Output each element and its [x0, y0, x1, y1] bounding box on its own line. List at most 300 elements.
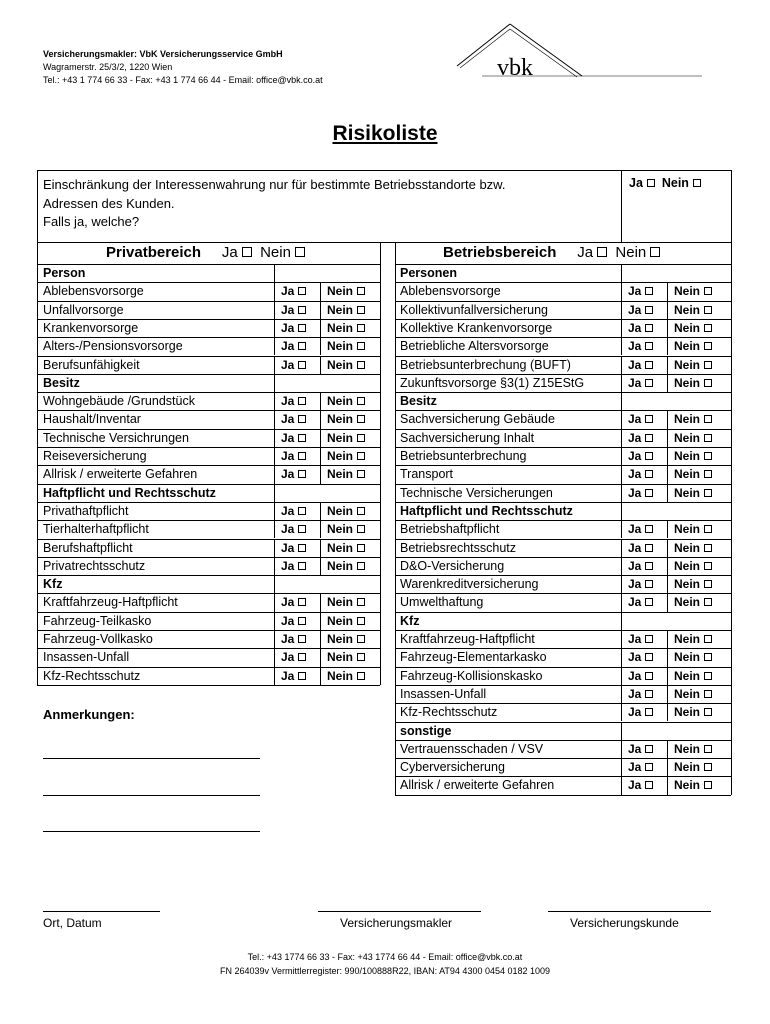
nein-option [327, 392, 365, 410]
ja-checkbox[interactable] [298, 324, 306, 332]
nein-label: Nein [327, 449, 354, 463]
left-cell-divider [320, 301, 321, 319]
right-cell-divider [667, 465, 668, 483]
nein-checkbox[interactable] [704, 544, 712, 552]
nein-checkbox[interactable] [357, 342, 365, 350]
ja-label: Ja [281, 467, 295, 482]
ja-label: Ja [281, 394, 295, 409]
place-date-label: Ort, Datum [43, 916, 102, 930]
nein-checkbox[interactable] [704, 763, 712, 771]
ja-checkbox[interactable] [645, 580, 653, 588]
left-cell-divider [274, 465, 275, 483]
right-cell-divider [667, 630, 668, 648]
broker-signature-line[interactable] [318, 911, 481, 912]
ja-option [628, 282, 653, 300]
right-cell-divider [667, 520, 668, 538]
ja-label: Ja [628, 760, 642, 775]
risk-item-label: Cyberversicherung [400, 760, 505, 775]
ja-label: Ja [281, 284, 295, 299]
remarks-line-2[interactable] [43, 795, 260, 796]
betriebsbereich-title: Betriebsbereich [443, 244, 557, 261]
risk-item-label: Insassen-Unfall [400, 686, 487, 701]
nein-label: Nein [327, 613, 354, 628]
ja-option [281, 465, 306, 483]
ja-checkbox[interactable] [645, 708, 653, 716]
nein-option [674, 319, 712, 337]
nein-label: Nein [674, 741, 701, 756]
right-cell-divider [667, 758, 668, 776]
ja-checkbox[interactable] [645, 342, 653, 350]
nein-checkbox[interactable] [704, 415, 712, 423]
nein-option [674, 557, 712, 575]
left-cell-divider [320, 392, 321, 410]
ja-label: Ja [281, 357, 295, 372]
ja-checkbox[interactable] [298, 544, 306, 552]
right-cell-divider [621, 575, 622, 593]
letterhead [43, 48, 323, 87]
right-cell-divider [667, 740, 668, 758]
risk-item-label: Betriebliche Altersvorsorge [400, 339, 549, 354]
right-cell-divider [667, 374, 668, 392]
right-cell-divider [667, 319, 668, 337]
ja-checkbox[interactable] [298, 470, 306, 478]
nein-checkbox[interactable] [357, 324, 365, 332]
right-cell-divider [621, 557, 622, 575]
nein-checkbox[interactable] [357, 397, 365, 405]
right-cell-divider [621, 740, 622, 758]
right-cell-divider [667, 557, 668, 575]
nein-checkbox[interactable] [357, 525, 365, 533]
left-cell-divider [320, 337, 321, 355]
right-cell-divider [621, 612, 622, 630]
nein-option [674, 410, 712, 428]
nein-checkbox[interactable] [357, 434, 365, 442]
ja-checkbox[interactable] [645, 287, 653, 295]
group-heading: Kfz [43, 577, 63, 592]
risk-item-label: Betriebshaftpflicht [400, 522, 500, 537]
nein-option [674, 374, 712, 392]
nein-label: Nein [674, 449, 701, 463]
left-cell-divider [274, 502, 275, 520]
nein-checkbox[interactable] [704, 434, 712, 442]
ja-checkbox[interactable] [298, 507, 306, 515]
intro-box-divider [621, 170, 622, 242]
ja-option [281, 356, 306, 374]
ja-label: Ja [628, 430, 642, 445]
ja-checkbox[interactable] [645, 361, 653, 369]
nein-checkbox[interactable] [704, 672, 712, 680]
nein-label: Nein [327, 284, 354, 299]
ja-checkbox[interactable] [645, 562, 653, 570]
nein-checkbox[interactable] [704, 781, 712, 789]
group-heading: Personen [400, 266, 457, 280]
ja-checkbox[interactable] [298, 361, 306, 369]
company-address: Wagramerstr. 25/3/2, 1220 Wien [43, 62, 173, 72]
right-cell-divider [621, 484, 622, 502]
ja-checkbox[interactable] [645, 324, 653, 332]
ja-option [628, 356, 653, 374]
privatbereich-title: Privatbereich [106, 244, 202, 261]
nein-checkbox[interactable] [704, 306, 712, 314]
right-left-border [395, 242, 396, 795]
right-cell-divider [667, 301, 668, 319]
ja-option [281, 301, 306, 319]
risk-item-label: Betriebsunterbrechung (BUFT) [400, 357, 571, 372]
left-cell-divider [274, 392, 275, 410]
restriction-nein-checkbox[interactable] [693, 179, 701, 187]
ja-checkbox[interactable] [645, 379, 653, 387]
right-cell-divider [621, 374, 622, 392]
restriction-ja-label: Ja [629, 176, 643, 190]
nein-label: Nein [674, 522, 701, 537]
risk-item-label: Technische Versicherungen [400, 485, 553, 500]
nein-checkbox[interactable] [357, 287, 365, 295]
left-cell-divider [320, 429, 321, 447]
nein-checkbox[interactable] [357, 617, 365, 625]
risk-item-label: Kfz-Rechtsschutz [400, 705, 498, 720]
right-cell-divider [621, 502, 622, 520]
ja-label: Ja [628, 577, 642, 592]
ja-checkbox[interactable] [298, 598, 306, 606]
nein-option [674, 758, 712, 776]
ja-option [281, 648, 306, 666]
ja-checkbox[interactable] [298, 397, 306, 405]
nein-checkbox[interactable] [704, 598, 712, 606]
risk-item-label: Krankenvorsorge [43, 320, 139, 335]
right-cell-divider [621, 282, 622, 300]
nein-option [674, 465, 712, 483]
ja-label: Ja [628, 320, 642, 335]
nein-option [674, 520, 712, 538]
nein-checkbox[interactable] [704, 653, 712, 661]
left-left-border [37, 242, 38, 685]
nein-checkbox[interactable] [357, 672, 365, 680]
ja-label: Ja [281, 650, 295, 665]
left-cell-divider [320, 539, 321, 557]
nein-checkbox[interactable] [704, 525, 712, 533]
left-cell-divider [274, 337, 275, 355]
nein-checkbox[interactable] [704, 324, 712, 332]
group-heading: sonstige [400, 723, 452, 738]
betriebsbereich-nein-label: Nein [615, 244, 647, 261]
nein-label: Nein [327, 668, 354, 683]
betriebsbereich-heading [443, 244, 660, 261]
ja-checkbox[interactable] [645, 781, 653, 789]
ja-option [628, 758, 653, 776]
nein-checkbox[interactable] [357, 415, 365, 423]
nein-option [327, 319, 365, 337]
nein-checkbox[interactable] [704, 635, 712, 643]
right-heading-top [395, 242, 731, 243]
nein-label: Nein [674, 577, 701, 592]
ja-option [628, 740, 653, 758]
right-cell-divider [621, 301, 622, 319]
ja-label: Ja [628, 449, 642, 463]
restriction-question [43, 176, 613, 232]
ja-label: Ja [281, 613, 295, 628]
nein-checkbox[interactable] [704, 745, 712, 753]
risk-item-label: Betriebsunterbrechung [400, 449, 527, 463]
ja-checkbox[interactable] [645, 598, 653, 606]
nein-checkbox[interactable] [704, 379, 712, 387]
ja-checkbox[interactable] [298, 434, 306, 442]
ja-option [628, 520, 653, 538]
ja-checkbox[interactable] [298, 617, 306, 625]
nein-checkbox[interactable] [704, 452, 712, 460]
ja-label: Ja [628, 632, 642, 646]
ja-checkbox[interactable] [298, 452, 306, 460]
nein-label: Nein [674, 650, 701, 665]
left-cell-divider [320, 282, 321, 300]
ja-checkbox[interactable] [298, 306, 306, 314]
place-date-line[interactable] [43, 911, 160, 912]
right-cell-divider [667, 685, 668, 703]
ja-option [281, 557, 306, 575]
ja-option [281, 337, 306, 355]
ja-checkbox[interactable] [645, 635, 653, 643]
left-cell-divider [320, 502, 321, 520]
ja-label: Ja [281, 595, 295, 610]
ja-checkbox[interactable] [298, 415, 306, 423]
betriebsbereich-ja-checkbox[interactable] [597, 247, 607, 257]
nein-checkbox[interactable] [704, 489, 712, 497]
nein-label: Nein [674, 668, 701, 683]
ja-checkbox[interactable] [645, 544, 653, 552]
nein-checkbox[interactable] [357, 562, 365, 570]
right-cell-divider [667, 410, 668, 428]
ja-checkbox[interactable] [298, 635, 306, 643]
risk-item-label: Betriebsrechtsschutz [400, 540, 517, 555]
right-cell-divider [621, 429, 622, 447]
ja-label: Ja [628, 302, 642, 317]
right-cell-divider [621, 758, 622, 776]
ja-label: Ja [628, 778, 642, 793]
nein-label: Nein [327, 467, 354, 482]
nein-label: Nein [674, 357, 701, 372]
ja-checkbox[interactable] [645, 415, 653, 423]
right-cell-divider [667, 447, 668, 465]
nein-checkbox[interactable] [357, 635, 365, 643]
right-cell-divider [667, 667, 668, 685]
ja-label: Ja [628, 339, 642, 354]
ja-option [628, 776, 653, 794]
ja-checkbox[interactable] [645, 672, 653, 680]
risk-item-label: Warenkreditversicherung [400, 577, 539, 592]
left-cell-divider [274, 374, 275, 392]
ja-checkbox[interactable] [298, 672, 306, 680]
nein-option [327, 429, 365, 447]
nein-label: Nein [674, 705, 701, 720]
ja-option [628, 410, 653, 428]
nein-label: Nein [327, 430, 354, 445]
betriebsbereich-nein-checkbox[interactable] [650, 247, 660, 257]
nein-checkbox[interactable] [704, 287, 712, 295]
left-cell-divider [320, 447, 321, 465]
risk-item-label: Fahrzeug-Teilkasko [43, 613, 152, 628]
ja-label: Ja [628, 741, 642, 756]
left-cell-divider [274, 264, 275, 282]
nein-checkbox[interactable] [357, 653, 365, 661]
nein-label: Nein [674, 760, 701, 775]
remarks-line-1[interactable] [43, 758, 260, 759]
risk-item-label: Reiseversicherung [43, 449, 147, 463]
ja-checkbox[interactable] [645, 763, 653, 771]
nein-label: Nein [674, 320, 701, 335]
risk-item-label: Ablebensvorsorge [43, 284, 144, 299]
right-cell-divider [667, 593, 668, 611]
risk-item-label: Tierhalterhaftpflicht [43, 522, 149, 537]
risk-item-label: Insassen-Unfall [43, 650, 130, 665]
nein-checkbox[interactable] [357, 452, 365, 460]
left-right-border [380, 242, 381, 685]
right-cell-divider [621, 264, 622, 282]
ja-label: Ja [281, 668, 295, 683]
company-name: Versicherungsmakler: VbK Versicherungsservice GmbH [43, 49, 283, 59]
nein-option [327, 539, 365, 557]
group-heading: Haftpflicht und Rechtsschutz [43, 485, 216, 500]
group-heading: Haftpflicht und Rechtsschutz [400, 503, 573, 518]
nein-checkbox[interactable] [357, 507, 365, 515]
nein-option [674, 667, 712, 685]
ja-option [281, 612, 306, 630]
nein-checkbox[interactable] [704, 361, 712, 369]
risk-item-label: D&O-Versicherung [400, 558, 505, 573]
svg-text:vbk: vbk [497, 55, 533, 81]
restriction-line-1: Einschränkung der Interessenwahrung nur für bestimmte Betriebsstandorte bzw. [43, 177, 506, 192]
ja-label: Ja [281, 430, 295, 445]
broker-label: Versicherungsmakler [340, 916, 453, 930]
ja-option [281, 502, 306, 520]
nein-label: Nein [327, 339, 354, 354]
left-cell-divider [320, 520, 321, 538]
ja-label: Ja [281, 503, 295, 518]
privatbereich-nein-checkbox[interactable] [295, 247, 305, 257]
restriction-nein-label: Nein [661, 176, 689, 190]
nein-option [674, 429, 712, 447]
ja-checkbox[interactable] [645, 525, 653, 533]
ja-option [281, 630, 306, 648]
left-cell-divider [274, 539, 275, 557]
risk-item-label: Transport [400, 467, 454, 482]
ja-checkbox[interactable] [298, 287, 306, 295]
ja-checkbox[interactable] [645, 745, 653, 753]
nein-checkbox[interactable] [704, 342, 712, 350]
customer-label: Versicherungskunde [570, 916, 679, 930]
nein-label: Nein [674, 430, 701, 445]
ja-option [628, 575, 653, 593]
ja-checkbox[interactable] [645, 489, 653, 497]
restriction-ja-checkbox[interactable] [647, 179, 655, 187]
risk-item-label: Vertrauensschaden / VSV [400, 741, 544, 756]
ja-checkbox[interactable] [298, 653, 306, 661]
nein-option [674, 282, 712, 300]
right-row-line [395, 612, 731, 613]
ja-option [628, 337, 653, 355]
nein-checkbox[interactable] [704, 690, 712, 698]
nein-option [674, 776, 712, 794]
customer-signature-line[interactable] [548, 911, 711, 912]
remarks-line-3[interactable] [43, 831, 260, 832]
nein-checkbox[interactable] [357, 544, 365, 552]
nein-checkbox[interactable] [704, 708, 712, 716]
ja-checkbox[interactable] [645, 470, 653, 478]
right-right-border [731, 242, 732, 795]
nein-label: Nein [327, 503, 354, 518]
ja-checkbox[interactable] [645, 452, 653, 460]
ja-option [628, 429, 653, 447]
nein-label: Nein [674, 778, 701, 793]
risk-item-label: Zukunftsvorsorge §3(1) Z15EStG [400, 375, 585, 390]
ja-label: Ja [628, 668, 642, 683]
nein-label: Nein [327, 558, 354, 573]
ja-checkbox[interactable] [645, 653, 653, 661]
ja-checkbox[interactable] [298, 342, 306, 350]
page-footer [0, 950, 770, 978]
nein-option [674, 648, 712, 666]
ja-label: Ja [628, 650, 642, 665]
left-cell-divider [274, 520, 275, 538]
page-title: Risikoliste [332, 122, 438, 145]
ja-label: Ja [281, 320, 295, 335]
left-cell-divider [320, 667, 321, 685]
nein-label: Nein [674, 540, 701, 555]
left-cell-divider [320, 465, 321, 483]
nein-checkbox[interactable] [704, 580, 712, 588]
nein-checkbox[interactable] [704, 562, 712, 570]
nein-checkbox[interactable] [357, 306, 365, 314]
nein-checkbox[interactable] [704, 470, 712, 478]
risk-item-label: Alters-/Pensionsvorsorge [43, 339, 183, 354]
nein-option [674, 740, 712, 758]
ja-label: Ja [281, 412, 295, 427]
risk-item-label: Kfz-Rechtsschutz [43, 668, 141, 683]
nein-option [327, 337, 365, 355]
ja-checkbox[interactable] [298, 562, 306, 570]
right-cell-divider [621, 776, 622, 794]
left-cell-divider [320, 319, 321, 337]
nein-label: Nein [327, 412, 354, 427]
ja-option [281, 520, 306, 538]
left-cell-divider [274, 356, 275, 374]
ja-checkbox[interactable] [645, 434, 653, 442]
nein-checkbox[interactable] [357, 470, 365, 478]
privatbereich-ja-checkbox[interactable] [242, 247, 252, 257]
ja-label: Ja [628, 595, 642, 610]
nein-checkbox[interactable] [357, 598, 365, 606]
nein-checkbox[interactable] [357, 361, 365, 369]
left-cell-divider [274, 612, 275, 630]
right-cell-divider [621, 337, 622, 355]
left-cell-divider [274, 593, 275, 611]
footer-registration: FN 264039v Vermittlerregister: 990/100888R22, IBAN: AT94 4300 0454 0182 1009 [219, 966, 551, 976]
right-cell-divider [621, 539, 622, 557]
right-cell-divider [621, 447, 622, 465]
right-cell-divider [667, 429, 668, 447]
nein-label: Nein [327, 540, 354, 555]
ja-checkbox[interactable] [645, 306, 653, 314]
nein-label: Nein [327, 320, 354, 335]
ja-checkbox[interactable] [298, 525, 306, 533]
nein-option [674, 301, 712, 319]
right-cell-divider [621, 392, 622, 410]
ja-checkbox[interactable] [645, 690, 653, 698]
nein-option [327, 410, 365, 428]
right-row-line [395, 392, 731, 393]
risk-item-label: Umwelthaftung [400, 595, 484, 610]
nein-label: Nein [674, 467, 701, 482]
nein-option [327, 557, 365, 575]
left-cell-divider [320, 593, 321, 611]
